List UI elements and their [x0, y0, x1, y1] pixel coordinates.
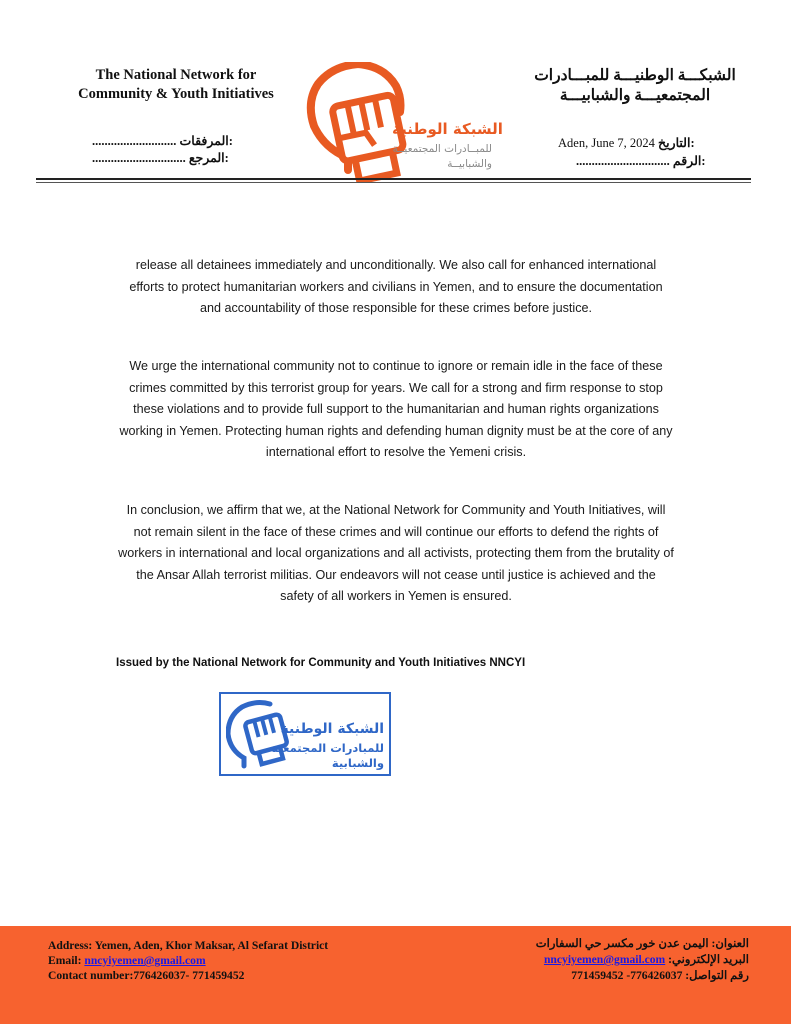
footer-email-link-en[interactable]: nncyiyemen@gmail.com [84, 954, 206, 967]
number-field [576, 153, 706, 169]
org-name-ar [500, 66, 770, 106]
paragraph-1: release all detainees immediately and unconditionally. We also call for enhanced international efforts to protect humanitarian workers and civilians in Yemen, and to ensure the documentation and accountability of those responsible for these crimes before justice. [129, 258, 663, 316]
attachments-label: المرفقات: [179, 134, 233, 148]
org-name-ar-line2: المجتمعيـــة والشبابيـــة [559, 87, 711, 104]
reference-value: .............................. [92, 151, 186, 165]
footer-contact-label-ar: رقم التواصل: [685, 969, 749, 982]
footer-contact-ar [455, 936, 749, 984]
attachments-field [92, 133, 233, 149]
header-divider [36, 178, 751, 180]
logo-text-line2: للمبــادرات المجتمعيــة [392, 143, 492, 155]
number-value: .............................. [576, 154, 670, 168]
date-value: Aden, June 7, 2024 [558, 136, 655, 150]
footer-email-label-ar: البريد الإلكتروني: [665, 953, 749, 966]
footer-contact-en [48, 938, 328, 983]
org-name-ar-line1: الشبكـــة الوطنيـــة للمبـــادرات [534, 67, 736, 84]
number-label: الرقم: [672, 154, 706, 168]
reference-label: المرجع: [188, 151, 229, 165]
footer-email-label-en: Email: [48, 954, 85, 967]
footer-contact-number-ar [455, 968, 749, 984]
stamp-text-line2: للمبادرات المجتمعية [271, 741, 384, 755]
org-name-en [40, 66, 312, 104]
issued-by: Issued by the National Network for Community and Youth Initiatives NNCYI [116, 657, 526, 669]
footer-email-ar [455, 952, 749, 968]
org-name-en-line2: Community & Youth Initiatives [78, 86, 274, 102]
org-name-en-line1: The National Network for [95, 67, 257, 83]
footer-address-en: Address: Yemen, Aden, Khor Maksar, Al Sefarat District [48, 939, 329, 952]
logo-text-line1: الشبكة الوطنية [392, 120, 503, 138]
footer-email-en [48, 953, 328, 968]
stamp-text-line3: والشبابية [331, 756, 384, 770]
header-divider-thin [36, 182, 751, 183]
footer-contact-value-ar: 776426037- 771459452 [571, 969, 683, 982]
footer-contact-number-en: Contact number:776426037- 771459452 [48, 969, 245, 982]
date-field [558, 135, 695, 151]
attachments-value: ........................... [92, 134, 177, 148]
stamp-text-line1: الشبكة الوطنية [280, 721, 384, 737]
footer-address-ar: العنوان: اليمن عدن خور مكسر حي السفارات [535, 937, 749, 950]
logo-text-line3: والشبابيــة [447, 158, 492, 170]
reference-field [92, 150, 229, 166]
footer-email-link-ar[interactable]: nncyiyemen@gmail.com [543, 953, 666, 966]
paragraph-2: We urge the international community not to continue to ignore or remain idle in the face of these crimes committed by this terrorist group for years. We call for a strong and firm response to stop these violations and to provide full support to the humanitarian and human rights organizations working in Yemen. Protecting human rights and defending human dignity must be at the core of any international effort to resolve the Yemeni crisis. [119, 359, 673, 460]
date-label: التاريخ: [658, 136, 695, 150]
paragraph-3: In conclusion, we affirm that we, at the National Network for Community and Youth Initiatives, will not remain silent in the face of these crimes and will continue our efforts to defend the rights of workers in international and local organizations and all activists, protecting them from the brutality of the Ansar Allah terrorist militias. Our endeavors will not cease until justice is achieved and the safety of all workers in Yemen is ensured. [118, 503, 674, 604]
